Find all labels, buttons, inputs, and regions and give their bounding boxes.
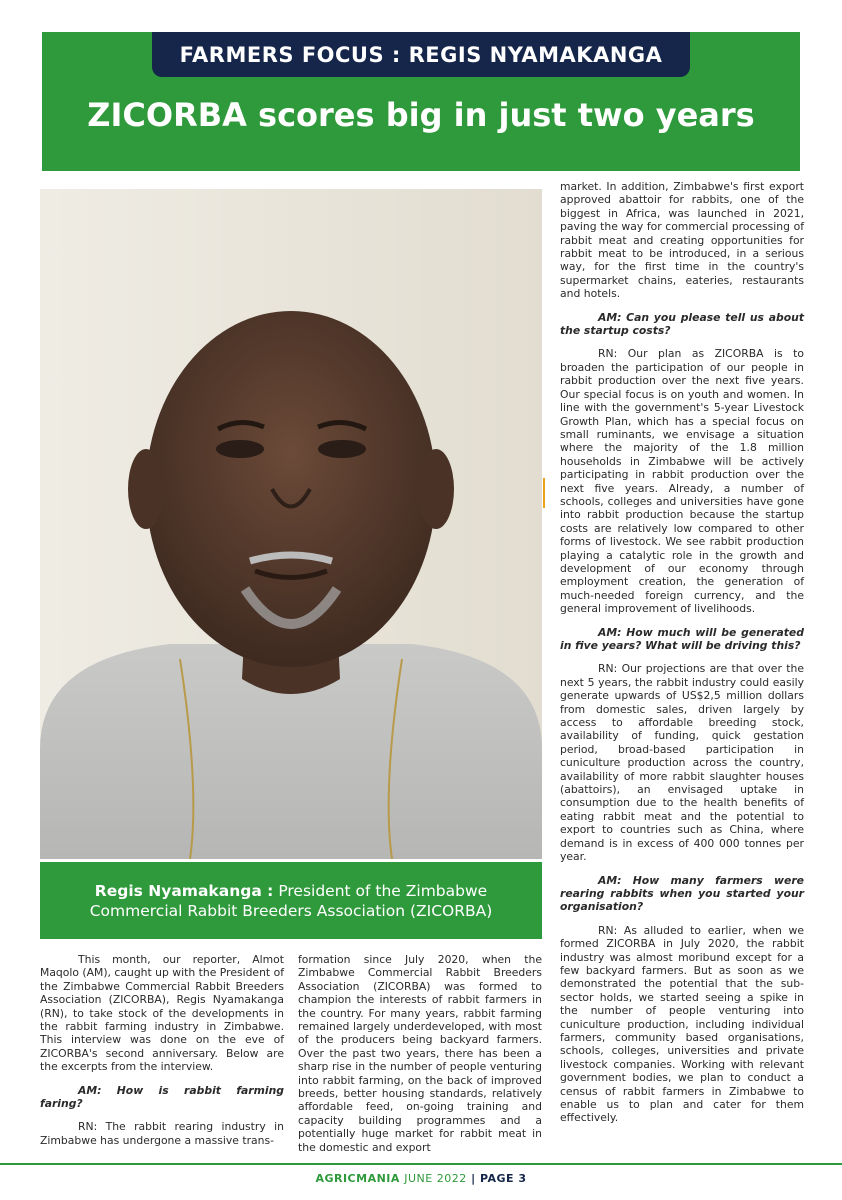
caption-name: Regis Nyamakanga : bbox=[94, 881, 274, 900]
portrait-photo bbox=[40, 189, 542, 859]
caption-role-line1: President of the Zimbabwe bbox=[278, 881, 488, 900]
answer-2: RN: Our plan as ZICORBA is to broaden the participation of our people in rabbit production over the next five years. Our special focus is on youth and women. In line with the government's 5-year Livestock Growth Plan, which has a special focus on small ruminants, we envisage a situation where the majority of the 1.8 million households in Zimbabwe will be actively participating in rabbit production over the next five years. Already, a number of schools, colleges and universities have gone into rabbit production because the startup costs are relatively low compared to other forms of livestock. We see rabbit production playing a catalytic role in the growth and development of our economy through employment creation, the generation of much-needed foreign currency, and the general improvement of livelihoods. bbox=[560, 347, 804, 616]
question-3: AM: How much will be generated in five years? What will be driving this? bbox=[560, 625, 804, 652]
article-column-1 bbox=[40, 953, 284, 1157]
footer-date: JUNE 2022 bbox=[404, 1172, 467, 1185]
footer-brand: AGRICMANIA bbox=[315, 1172, 400, 1185]
answer-1-start: RN: The rabbit rearing industry in Zimbabwe has undergone a massive trans- bbox=[40, 1120, 284, 1147]
column-marker bbox=[543, 478, 545, 508]
page-footer bbox=[0, 1172, 842, 1185]
footer-separator: | bbox=[471, 1172, 476, 1185]
headline: ZICORBA scores big in just two years bbox=[87, 96, 755, 134]
question-1: AM: How is rabbit farming faring? bbox=[40, 1083, 284, 1111]
portrait-illustration bbox=[40, 189, 542, 859]
answer-3: RN: Our projections are that over the next 5 years, the rabbit industry could easily generate upwards of US$2,5 million dollars from domestic sales, driven largely by access to affordable breeding stock, availability of funding, quick gestation period, broad-based participation in cuniculture production across the country, availability of more rabbit slaughter houses (abattoirs), an envisaged uptake in consumption due to the health benefits of eating rabbit meat and the potential to export to countries such as China, where demand is in excess of 400 000 tonnes per year. bbox=[560, 662, 804, 864]
question-2: AM: Can you please tell us about the startup costs? bbox=[560, 310, 804, 338]
question-4: AM: How many farmers were rearing rabbits when you started your organisation? bbox=[560, 873, 804, 914]
caption-role-line2: Commercial Rabbit Breeders Association (ZICORBA) bbox=[89, 901, 493, 920]
footer-page-number: PAGE 3 bbox=[479, 1172, 527, 1185]
answer-1-continued: formation since July 2020, when the Zimbabwe Commercial Rabbit Breeders Association (ZICORBA) was formed to champion the interests of rabbit farmers in the country. For many years, rabbit farming remained largely underdeveloped, with most of the producers being backyard farmers. Over the past two years, there has been a sharp rise in the number of people venturing into rabbit farming, on the back of improved breeds, better housing standards, relatively affordable feed, on-going training and capacity building programmes and a potentially huge market for rabbit meat in the domestic and export bbox=[298, 953, 542, 1154]
article-column-3 bbox=[560, 180, 804, 1135]
article-column-2 bbox=[298, 953, 542, 1164]
answer-1-end: market. In addition, Zimbabwe's first export approved abattoir for rabbits, one of the biggest in Africa, was launched in 2021, paving the way for commercial processing of rabbit meat and creating opportunities for rabbit meat to be introduced, in a serious way, for the first time in the country's supermarket chains, eateries, restaurants and hotels. bbox=[560, 180, 804, 301]
answer-4: RN: As alluded to earlier, when we formed ZICORBA in July 2020, the rabbit industry was almost moribund except for a few backyard farmers. But as soon as we demonstrated the potential that the sub-sector holds, we started seeing a spike in the number of people venturing into cuniculture production, including individual farmers, community based organisations, schools, colleges, universities and private livestock companies. Working with relevant government bodies, we plan to conduct a census of rabbit farmers in Zimbabwe to enable us to plan and cater for them effectively. bbox=[560, 923, 804, 1125]
footer-rule bbox=[0, 1163, 842, 1165]
section-tag: FARMERS FOCUS : REGIS NYAMAKANGA bbox=[152, 32, 690, 77]
intro-paragraph: This month, our reporter, Almot Maqolo (AM), caught up with the President of the Zimbabwe Commercial Rabbit Breeders Association (ZICORBA), Regis Nyamakanga (RN), to take stock of the developments in the rabbit farming industry in Zimbabwe. This interview was done on the eve of ZICORBA's second anniversary. Below are the excerpts from the interview. bbox=[40, 953, 284, 1074]
photo-caption bbox=[40, 862, 542, 939]
